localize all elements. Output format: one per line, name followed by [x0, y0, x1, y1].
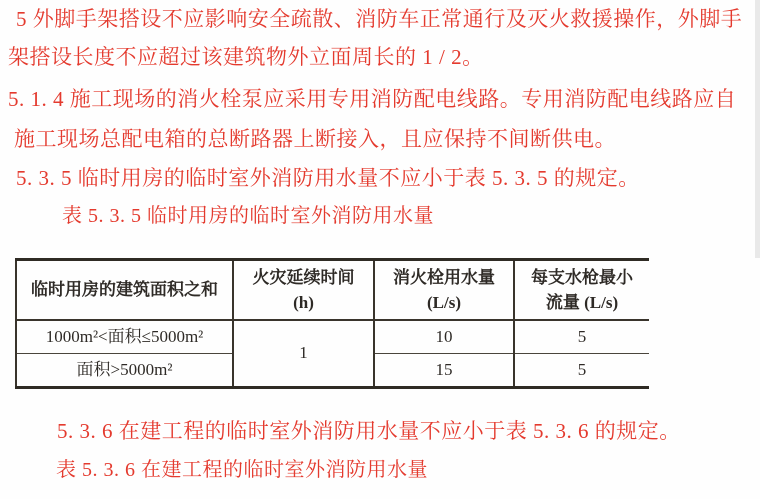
col-header-building-area [16, 260, 233, 320]
fire-duration-cell: 1 [233, 320, 374, 388]
col-header-fire-duration-label: 火灾延续时间 [252, 267, 355, 287]
min-nozzle-flow-cell: 5 [514, 354, 649, 388]
col-header-building-area-label: 临时用房的建筑面积之和 [31, 280, 218, 300]
table-5-3-5-caption: 表 5. 3. 5 临时用房的临时室外消防用水量 [62, 205, 434, 227]
clause-5-1-4-text-line-1: 5. 1. 4 施工现场的消火栓泵应采用专用消防配电线路。专用消防配电线路应自 [8, 87, 737, 111]
area-cell: 1000m²<面积≤5000m² [16, 320, 233, 354]
col-header-min-nozzle-flow [514, 260, 649, 320]
scan-edge-artifact [755, 0, 760, 258]
table-5-3-6-caption: 表 5. 3. 6 在建工程的临时室外消防用水量 [56, 459, 428, 481]
clause-5-text-line-2: 架搭设长度不应超过该建筑物外立面周长的 1 / 2。 [8, 45, 484, 69]
area-cell: 面积>5000m² [16, 354, 233, 388]
col-header-min-nozzle-flow-label: 每支水枪最小 [531, 267, 633, 287]
table-row [16, 320, 649, 354]
min-nozzle-flow-cell: 5 [514, 320, 649, 354]
col-header-min-nozzle-flow-unit: 流量 (L/s) [545, 292, 619, 312]
clause-5-text-line-1: 5 外脚手架搭设不应影响安全疏散、消防车正常通行及灭火救援操作，外脚手 [16, 7, 743, 31]
col-header-fire-duration-unit: (h) [293, 292, 314, 312]
table-header-row [16, 260, 649, 320]
col-header-fire-duration [233, 260, 374, 320]
col-header-hydrant-flow-label: 消火栓用水量 [393, 267, 495, 287]
hydrant-flow-cell: 10 [374, 320, 514, 354]
clause-5-1-4-text-line-2: 施工现场总配电箱的总断路器上断接入，且应保持不间断供电。 [14, 127, 616, 151]
col-header-hydrant-flow [374, 260, 514, 320]
col-header-hydrant-flow-unit: (L/s) [427, 292, 461, 312]
table-5-3-5 [15, 258, 649, 389]
hydrant-flow-cell: 15 [374, 354, 514, 388]
clause-5-3-6-text: 5. 3. 6 在建工程的临时室外消防用水量不应小于表 5. 3. 6 的规定。 [57, 419, 681, 443]
clause-5-3-5-text: 5. 3. 5 临时用房的临时室外消防用水量不应小于表 5. 3. 5 的规定。 [16, 166, 640, 190]
